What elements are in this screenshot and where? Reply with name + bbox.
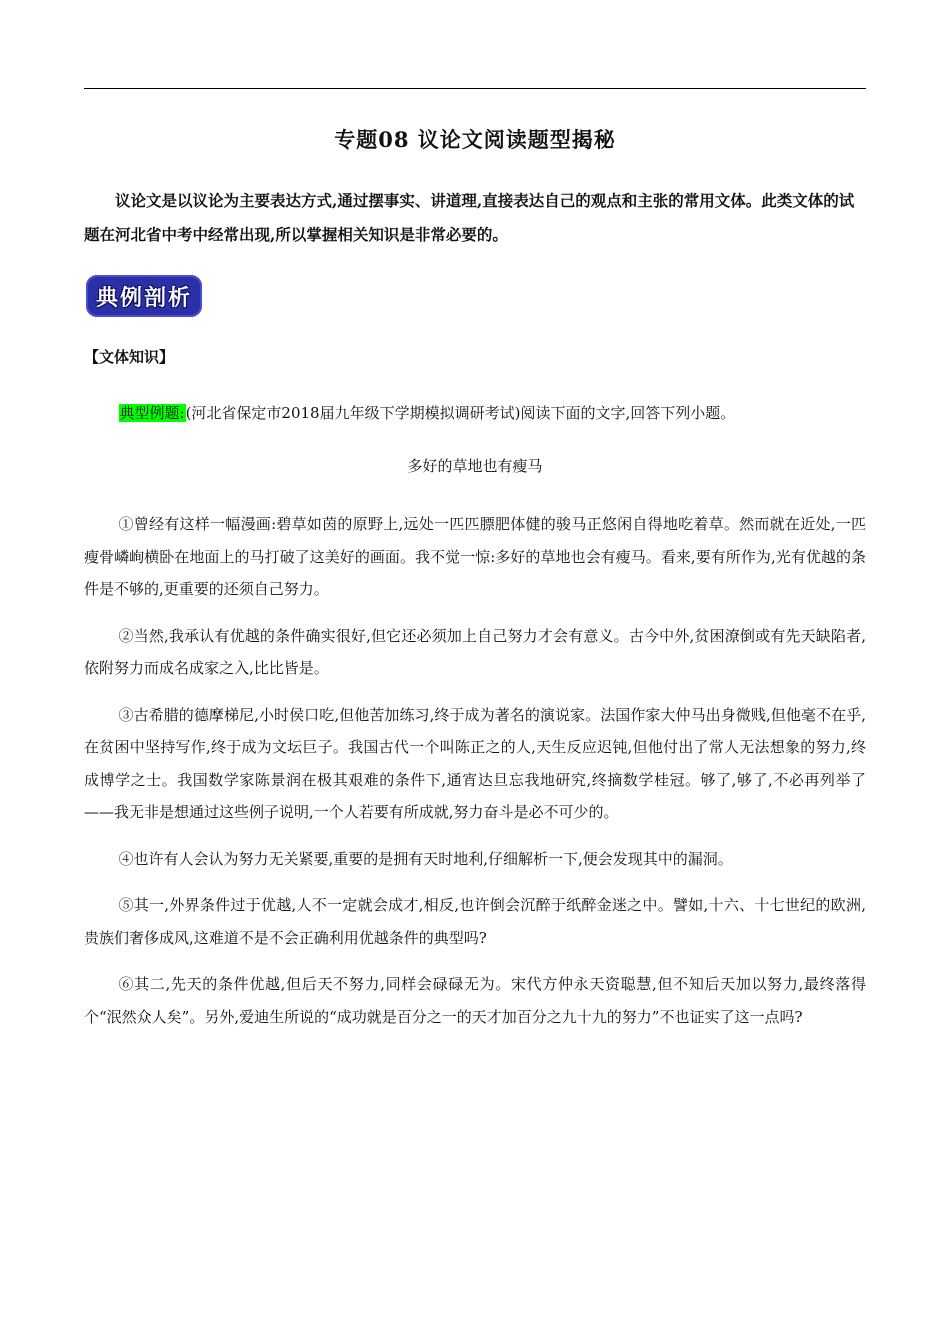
example-tag: 典型例题: bbox=[119, 404, 185, 422]
essay-paragraph-6: ⑥其二,先天的条件优越,但后天不努力,同样会碌碌无为。宋代方仲永天资聪慧,但不知后天加以努力,最终落得个“泯然众人矣”。另外,爱迪生所说的“成功就是百分之一的天才加百分之九十九的努力”不也证实了这一点吗? bbox=[84, 975, 866, 1026]
page-title: 专题08 议论文阅读题型揭秘 bbox=[334, 127, 616, 152]
essay-paragraph-3: ③古希腊的德摩梯尼,小时侯口吃,但他苦加练习,终于成为著名的演说家。法国作家大仲马出身微贱,但他毫不在乎,在贫困中坚持写作,终于成为文坛巨子。我国古代一个叫陈正之的人,天生反应迟钝,但他付出了常人无法想象的努力,终成博学之士。我国数学家陈景润在极其艰难的条件下,通宵达旦忘我地研究,终摘数学桂冠。够了,够了,不必再列举了——我无非是想通过这些例子说明,一个人若要有所成就,努力奋斗是必不可少的。 bbox=[84, 705, 866, 821]
essay-paragraph-4: ④也许有人会认为努力无关紧要,重要的是拥有天时地利,仔细解析一下,便会发现其中的漏洞。 bbox=[118, 849, 733, 868]
essay-paragraph-1: ①曾经有这样一幅漫画:碧草如茵的原野上,远处一匹匹膘肥体健的骏马正悠闲自得地吃着草。然而就在近处,一匹瘦骨嶙峋横卧在地面上的马打破了这美好的画面。我不觉一惊:多好的草地也会有瘦马。看来,要有所作为,光有优越的条件是不够的,更重要的还须自己努力。 bbox=[84, 515, 866, 598]
intro-paragraph: 议论文是以议论为主要表达方式,通过摆事实、讲道理,直接表达自己的观点和主张的常用文体。此类文体的试题在河北省中考中经常出现,所以掌握相关知识是非常必要的。 bbox=[84, 191, 855, 244]
section-label: 【文体知识】 bbox=[84, 348, 175, 366]
essay-body bbox=[84, 508, 866, 1047]
section-badge-label: 典例剖析 bbox=[95, 285, 192, 311]
essay-paragraph-2: ②当然,我承认有优越的条件确实很好,但它还必须加上自己努力才会有意义。古今中外,贫困潦倒或有先天缺陷者,依附努力而成名成家之入,比比皆是。 bbox=[84, 626, 866, 677]
section-badge bbox=[86, 275, 202, 317]
header-rule bbox=[84, 88, 866, 89]
example-intro bbox=[84, 396, 866, 430]
example-text: (河北省保定市2018届九年级下学期模拟调研考试)阅读下面的文字,回答下列小题。 bbox=[185, 404, 736, 422]
essay-paragraph-5: ⑤其一,外界条件过于优越,人不一定就会成才,相反,也许倒会沉醉于纸醉金迷之中。譬如,十六、十七世纪的欧洲,贵族们奢侈成风,这难道不是不会正确利用优越条件的典型吗? bbox=[84, 896, 866, 947]
essay-title: 多好的草地也有瘦马 bbox=[407, 457, 543, 475]
